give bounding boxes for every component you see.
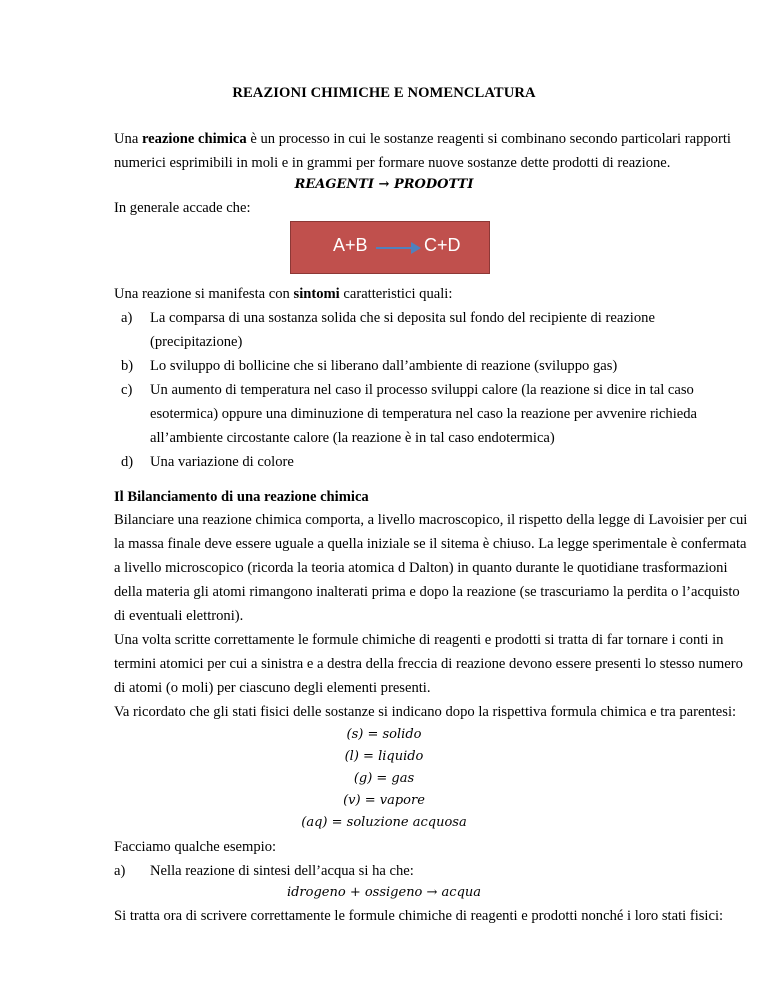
state-vapor: (v) = vapore: [343, 793, 425, 808]
para1-line-4: della materia gli atomi rimangono inalterati prima e dopo la reazione (se trascuriamo la perdita o l’acquisto: [114, 584, 740, 600]
para2-line-2: termini atomici per cui a sinistra e a destra della freccia di reazione devono essere presenti lo stesso numero: [114, 656, 743, 672]
list-item-b-label: b): [121, 358, 134, 374]
intro-line-1: [114, 130, 731, 148]
general-text: In generale accade che:: [114, 200, 251, 216]
para3: Va ricordato che gli stati fisici delle sostanze si indicano dopo la rispettiva formula chimica e tra parentesi:: [114, 704, 737, 720]
para1-line-3: a livello microscopico (ricorda la teoria atomica d Dalton) in quanto durante le quotidiane trasformazioni: [114, 560, 728, 576]
state-gas: (g) = gas: [353, 771, 415, 786]
list-item-c-line-3: all’ambiente circostante calore (la reazione è in tal caso endotermica): [150, 430, 555, 446]
intro-post: è un processo in cui le sostanze reagenti si combinano secondo particolari rapporti: [246, 131, 731, 147]
diagram-reagents: A+B: [333, 235, 368, 255]
list-item-a-label: a): [121, 310, 133, 326]
symptoms-bold-term: sintomi: [293, 286, 340, 302]
intro-pre: Una: [114, 131, 142, 147]
intro-bold-term: reazione chimica: [141, 131, 247, 147]
intro-line-2: numerici esprimibili in moli e in grammi per formare nuove sostanze dette prodotti di reazione.: [114, 155, 671, 171]
example-a-text: Nella reazione di sintesi dell’acqua si ha che:: [150, 863, 414, 879]
last-line: Si tratta ora di scrivere correttamente le formule chimiche di reagenti e prodotti nonché i loro stati fisici:: [114, 908, 724, 924]
para2-line-3: di atomi (o moli) per ciascuno degli elementi presenti.: [114, 680, 431, 696]
example-intro: Facciamo qualche esempio:: [114, 839, 277, 855]
list-item-d-label: d): [121, 454, 134, 470]
example-a-label: a): [114, 863, 126, 879]
arrow-right-icon: [411, 242, 421, 254]
para2-line-1: Una volta scritte correttamente le formule chimiche di reagenti e prodotti si tratta di far tornare i conti in: [114, 632, 724, 648]
state-liquid: (l) = liquido: [344, 749, 424, 764]
section-title: Il Bilanciamento di una reazione chimica: [114, 489, 369, 505]
document-title: REAZIONI CHIMICHE E NOMENCLATURA: [232, 85, 536, 101]
water-equation: idrogeno + ossigeno → acqua: [286, 885, 482, 900]
para1-line-2: la massa finale deve essere uguale a quella iniziale se il sitema è chiuso. La legge sperimentale è confermata: [114, 536, 747, 552]
list-item-c-label: c): [121, 382, 133, 398]
list-item-a-line-1: La comparsa di una sostanza solida che si deposita sul fondo del recipiente di reazione: [150, 310, 655, 326]
list-item-d-line-1: Una variazione di colore: [150, 454, 294, 470]
diagram-products: C+D: [424, 235, 461, 255]
para1-line-5: di eventuali elettroni).: [114, 608, 244, 624]
symptoms-pre: Una reazione si manifesta con: [114, 286, 294, 302]
reaction-diagram: [290, 221, 490, 274]
para1-line-1: Bilanciare una reazione chimica comporta, a livello macroscopico, il rispetto della legge di Lavoisier per cui: [114, 512, 748, 528]
list-item-c-line-1: Un aumento di temperatura nel caso il processo sviluppi calore (la reazione si dice in tal caso: [150, 382, 694, 398]
state-aqueous: (aq) = soluzione acquosa: [301, 815, 467, 830]
list-item-a-line-2: (precipitazione): [150, 334, 243, 350]
state-solid: (s) = solido: [346, 727, 422, 742]
diagram-arrow-shaft: [376, 247, 416, 249]
main-equation: REAGENTI → PRODOTTI: [294, 177, 474, 192]
symptoms-intro: [114, 285, 452, 303]
list-item-c-line-2: esotermica) oppure una diminuzione di temperatura nel caso la reazione per avvenire richieda: [150, 406, 698, 422]
list-item-b-line-1: Lo sviluppo di bollicine che si liberano dall’ambiente di reazione (sviluppo gas): [150, 358, 618, 374]
symptoms-post: caratteristici quali:: [339, 286, 453, 302]
